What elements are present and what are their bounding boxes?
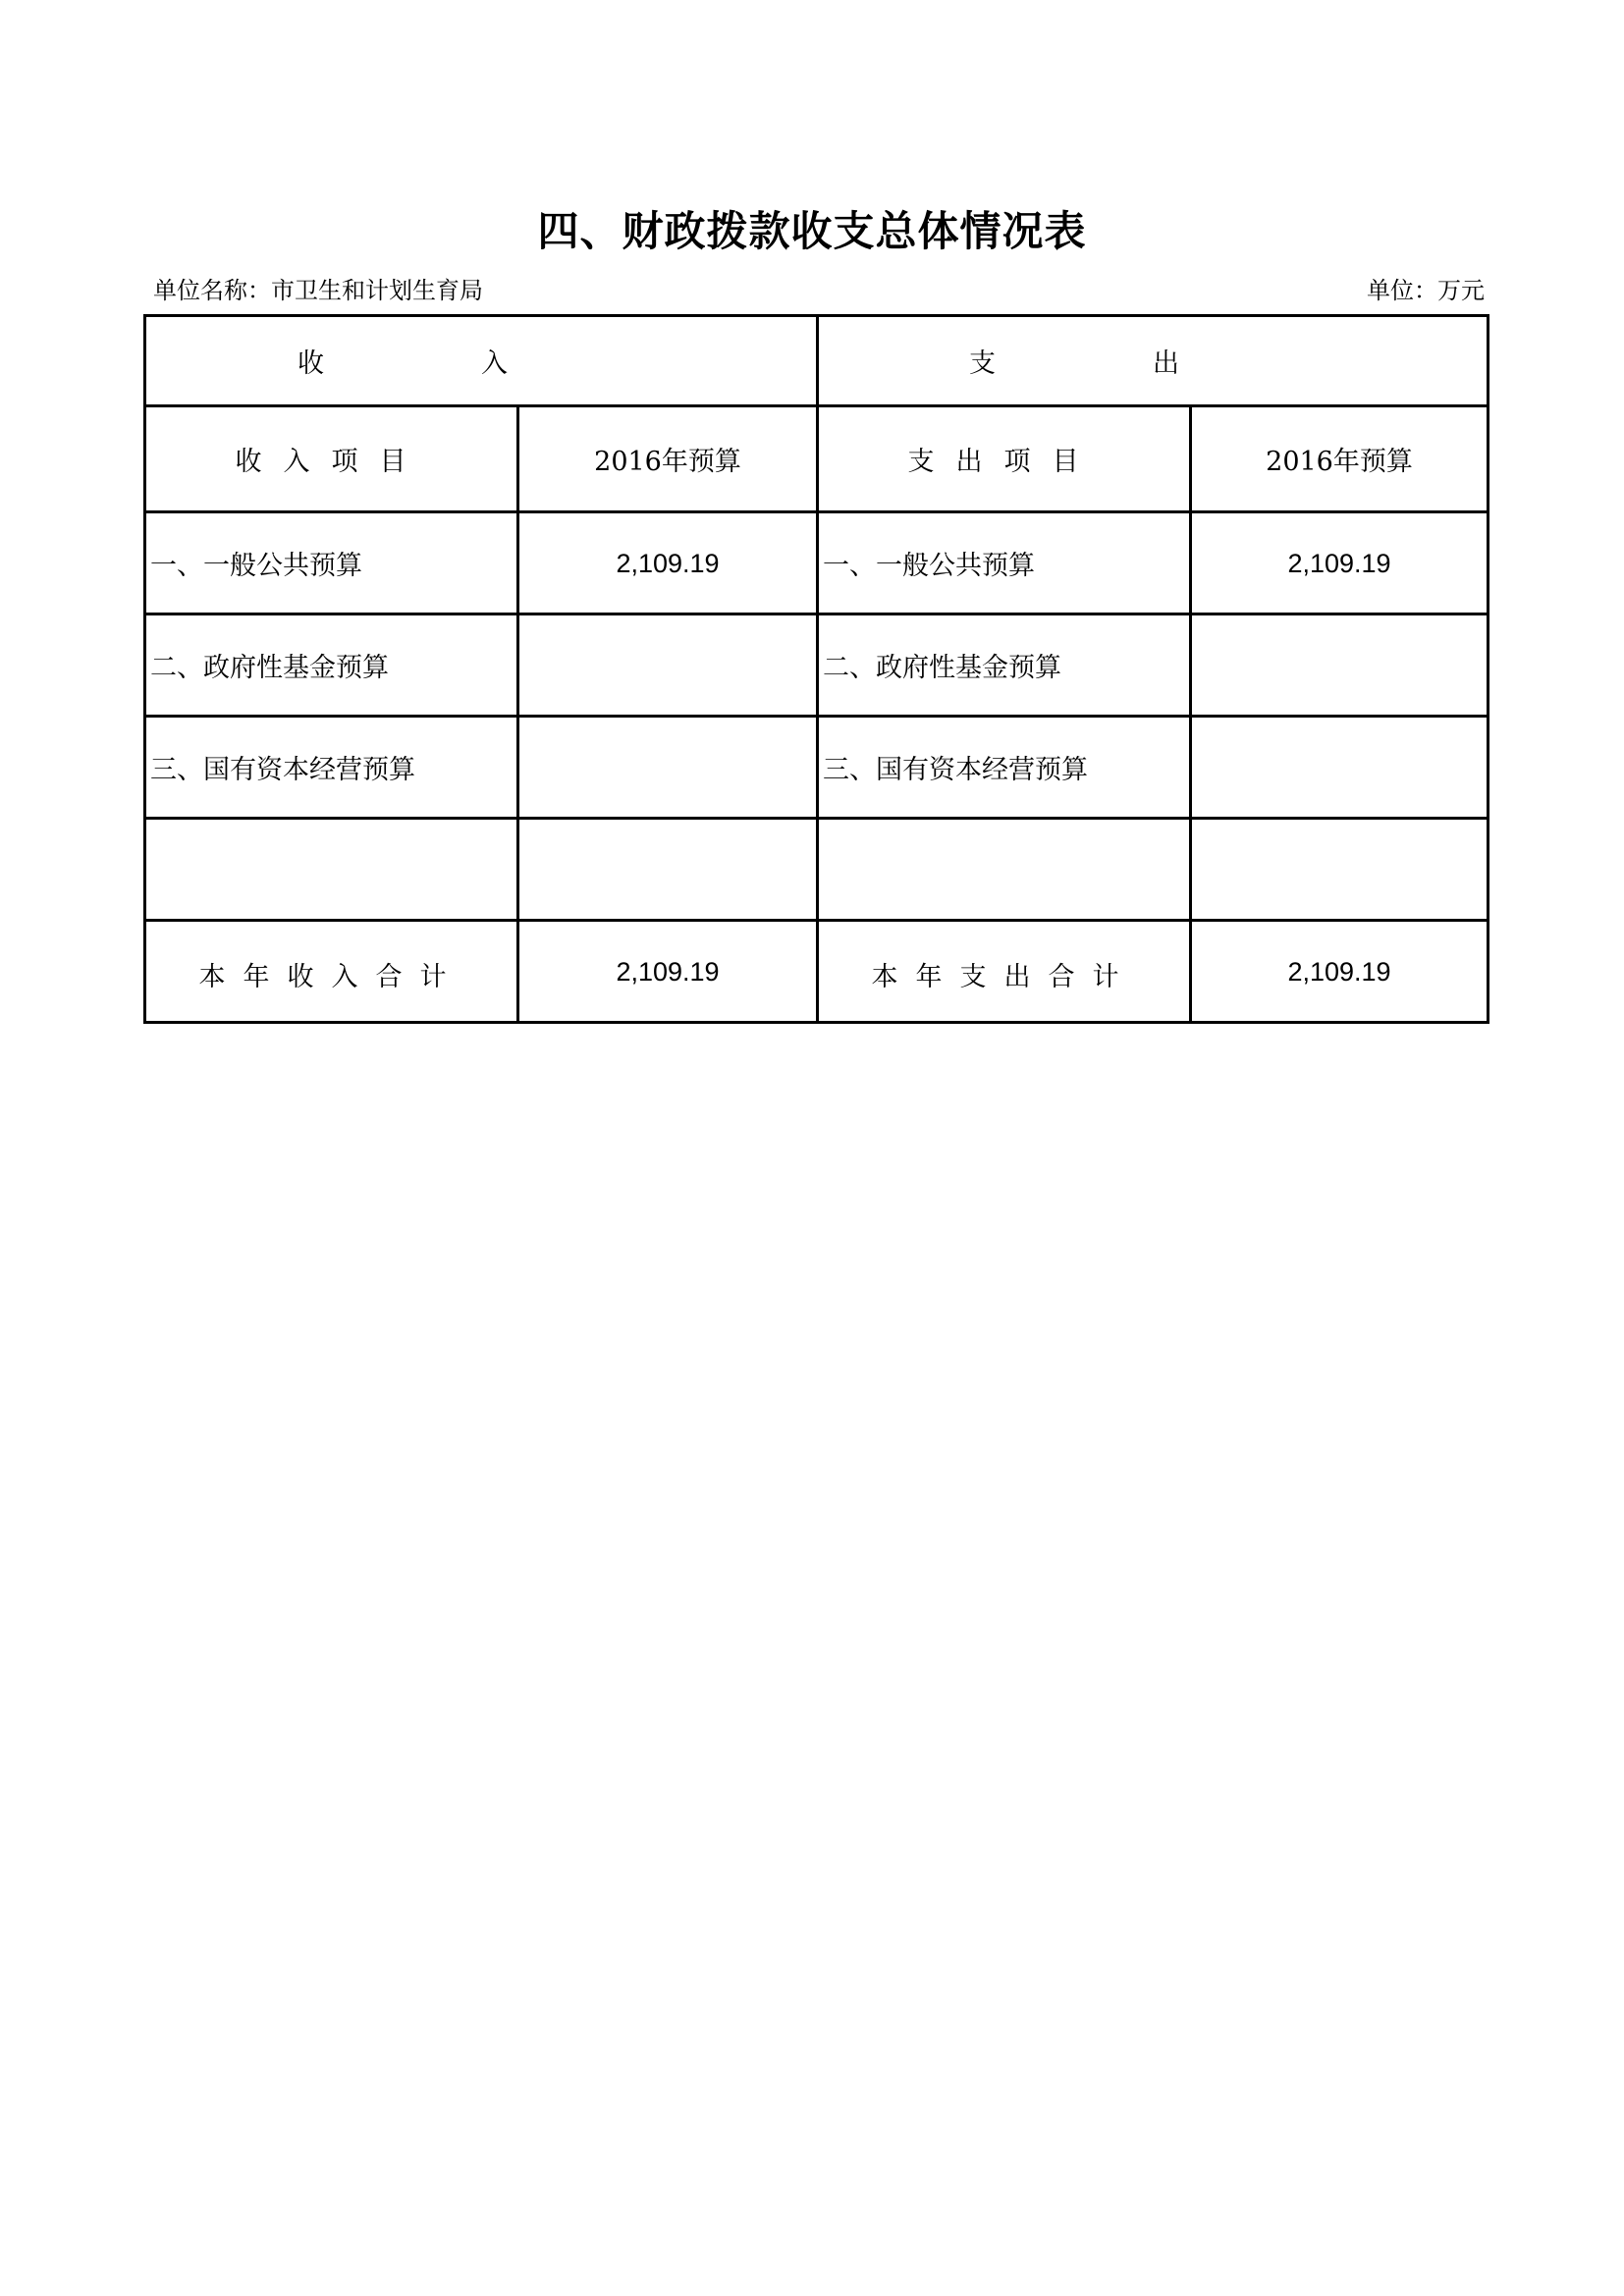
income-item: 一、一般公共预算 [145, 512, 518, 614]
income-value: 2,109.19 [518, 512, 818, 614]
unit-label: 单位：万元 [1367, 277, 1485, 304]
income-item: 二、政府性基金预算 [145, 614, 518, 717]
expense-total-value: 2,109.19 [1191, 921, 1489, 1023]
expense-item [818, 819, 1191, 921]
budget-table [143, 314, 1489, 1024]
expense-budget-column-header: 2016年预算 [1191, 406, 1489, 512]
income-header: 收入 [145, 316, 818, 406]
income-budget-column-header: 2016年预算 [518, 406, 818, 512]
table-row [145, 819, 1489, 921]
table-row [145, 614, 1489, 717]
income-total-label: 本年收入合计 [145, 921, 518, 1023]
expense-total-label: 本年支出合计 [818, 921, 1191, 1023]
income-total-value: 2,109.19 [518, 921, 818, 1023]
unit-name: 单位名称：市卫生和计划生育局 [153, 277, 483, 304]
expense-item: 二、政府性基金预算 [818, 614, 1191, 717]
expense-header: 支出 [818, 316, 1489, 406]
income-value [518, 819, 818, 921]
table-row [145, 512, 1489, 614]
expense-value [1191, 819, 1489, 921]
income-value [518, 717, 818, 819]
expense-value [1191, 614, 1489, 717]
column-header-row [145, 406, 1489, 512]
income-item [145, 819, 518, 921]
income-item-column-header: 收入项目 [145, 406, 518, 512]
table-row [145, 717, 1489, 819]
expense-item: 一、一般公共预算 [818, 512, 1191, 614]
expense-item-column-header: 支出项目 [818, 406, 1191, 512]
page-title: 四、财政拨款收支总体情况表 [537, 207, 1087, 255]
expense-value: 2,109.19 [1191, 512, 1489, 614]
expense-item: 三、国有资本经营预算 [818, 717, 1191, 819]
income-value [518, 614, 818, 717]
expense-value [1191, 717, 1489, 819]
group-header-row [145, 316, 1489, 406]
total-row [145, 921, 1489, 1023]
income-item: 三、国有资本经营预算 [145, 717, 518, 819]
